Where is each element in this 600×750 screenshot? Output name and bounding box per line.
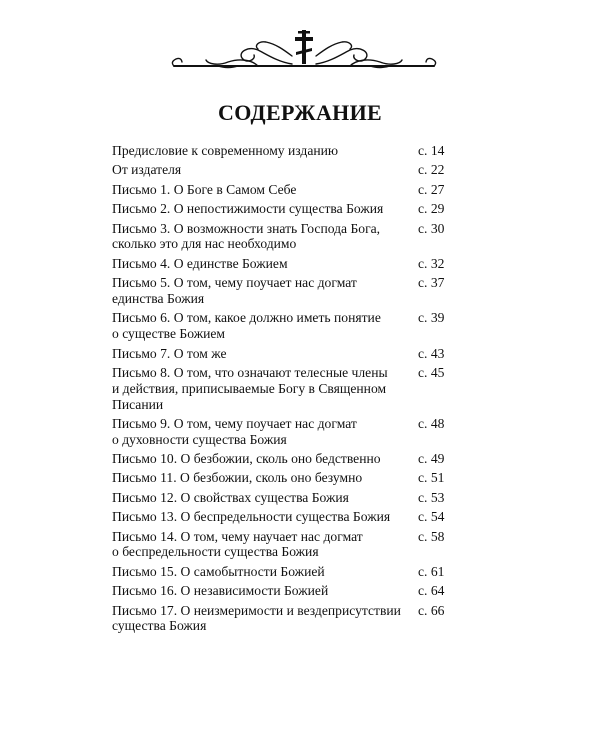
entry-page-number: с. 49 xyxy=(418,451,445,467)
entry-page-number: с. 48 xyxy=(418,415,445,431)
entry-title: Письмо 9. О том, чему поучает нас догмат о духовности существа Божия xyxy=(112,415,357,447)
toc-entry xyxy=(112,365,462,412)
entry-title: Письмо 4. О единстве Божием xyxy=(112,255,288,271)
toc-entry xyxy=(112,143,462,159)
entry-title: Письмо 13. О беспредельности существа Божия xyxy=(112,509,391,525)
entry-page-number: с. 37 xyxy=(418,275,445,291)
toc-entry xyxy=(112,201,462,217)
table-of-contents xyxy=(112,143,462,638)
toc-entry xyxy=(112,346,462,362)
toc-entry xyxy=(112,603,462,635)
entry-title: Предисловие к современному изданию xyxy=(112,143,339,158)
cross-flourish-icon xyxy=(168,26,440,76)
toc-entry xyxy=(112,256,462,272)
toc-entry xyxy=(112,490,462,506)
toc-entry xyxy=(112,162,462,178)
toc-entry xyxy=(112,221,462,253)
entry-page-number: с. 32 xyxy=(418,255,445,271)
entry-page-number: с. 30 xyxy=(418,220,445,236)
entry-page-number: с. 66 xyxy=(418,602,445,618)
entry-page-number: с. 45 xyxy=(418,364,445,380)
entry-page-number: с. 39 xyxy=(418,310,445,326)
entry-title: Письмо 1. О Боге в Самом Себе xyxy=(112,181,297,197)
entry-page-number: с. 53 xyxy=(418,489,445,505)
entry-page-number: с. 14 xyxy=(418,143,445,158)
entry-title: Письмо 12. О свойствах существа Божия xyxy=(112,489,349,505)
page-title: СОДЕРЖАНИЕ xyxy=(218,100,382,125)
toc-entry xyxy=(112,470,462,486)
toc-entry xyxy=(112,583,462,599)
entry-title: Письмо 15. О самобытности Божией xyxy=(112,563,325,579)
entry-title: Письмо 14. О том, чему научает нас догмат о беспредельности существа Божия xyxy=(112,528,363,560)
entry-page-number: с. 54 xyxy=(418,509,445,525)
entry-title: Письмо 5. О том, чему поучает нас догмат единства Божия xyxy=(112,275,357,306)
toc-entry xyxy=(112,310,462,342)
entry-page-number: с. 64 xyxy=(418,583,445,599)
entry-title: Письмо 11. О безбожии, сколь оно безумно xyxy=(112,470,363,486)
entry-title: Письмо 6. О том, какое должно иметь понятие о существе Божием xyxy=(112,310,381,342)
entry-title: Письмо 16. О независимости Божией xyxy=(112,583,329,599)
toc-entry xyxy=(112,564,462,580)
toc-entry xyxy=(112,529,462,561)
entry-title: От издателя xyxy=(112,162,182,178)
toc-entry xyxy=(112,509,462,525)
toc-entry xyxy=(112,451,462,467)
entry-page-number: с. 51 xyxy=(418,470,445,486)
entry-page-number: с. 22 xyxy=(418,162,445,178)
entry-title: Письмо 2. О непостижимости существа Божия xyxy=(112,201,384,217)
entry-page-number: с. 58 xyxy=(418,528,445,544)
entry-page-number: с. 27 xyxy=(418,181,445,197)
entry-page-number: с. 61 xyxy=(418,563,445,579)
entry-title: Письмо 3. О возможности знать Господа Бога, сколько это для нас необходимо xyxy=(112,220,381,252)
toc-entry xyxy=(112,416,462,448)
entry-title: Письмо 8. О том, что означают телесные члены и действия, приписываемые Богу в Священном Писании xyxy=(112,364,388,412)
entry-page-number: с. 29 xyxy=(418,201,445,217)
entry-title: Письмо 7. О том же xyxy=(112,345,227,361)
entry-page-number: с. 43 xyxy=(418,345,445,361)
entry-title: Письмо 10. О безбожии, сколь оно бедственно xyxy=(112,451,381,467)
toc-entry xyxy=(112,182,462,198)
toc-entry xyxy=(112,275,462,307)
entry-title: Письмо 17. О неизмеримости и вездеприсутствии существа Божия xyxy=(112,602,401,634)
